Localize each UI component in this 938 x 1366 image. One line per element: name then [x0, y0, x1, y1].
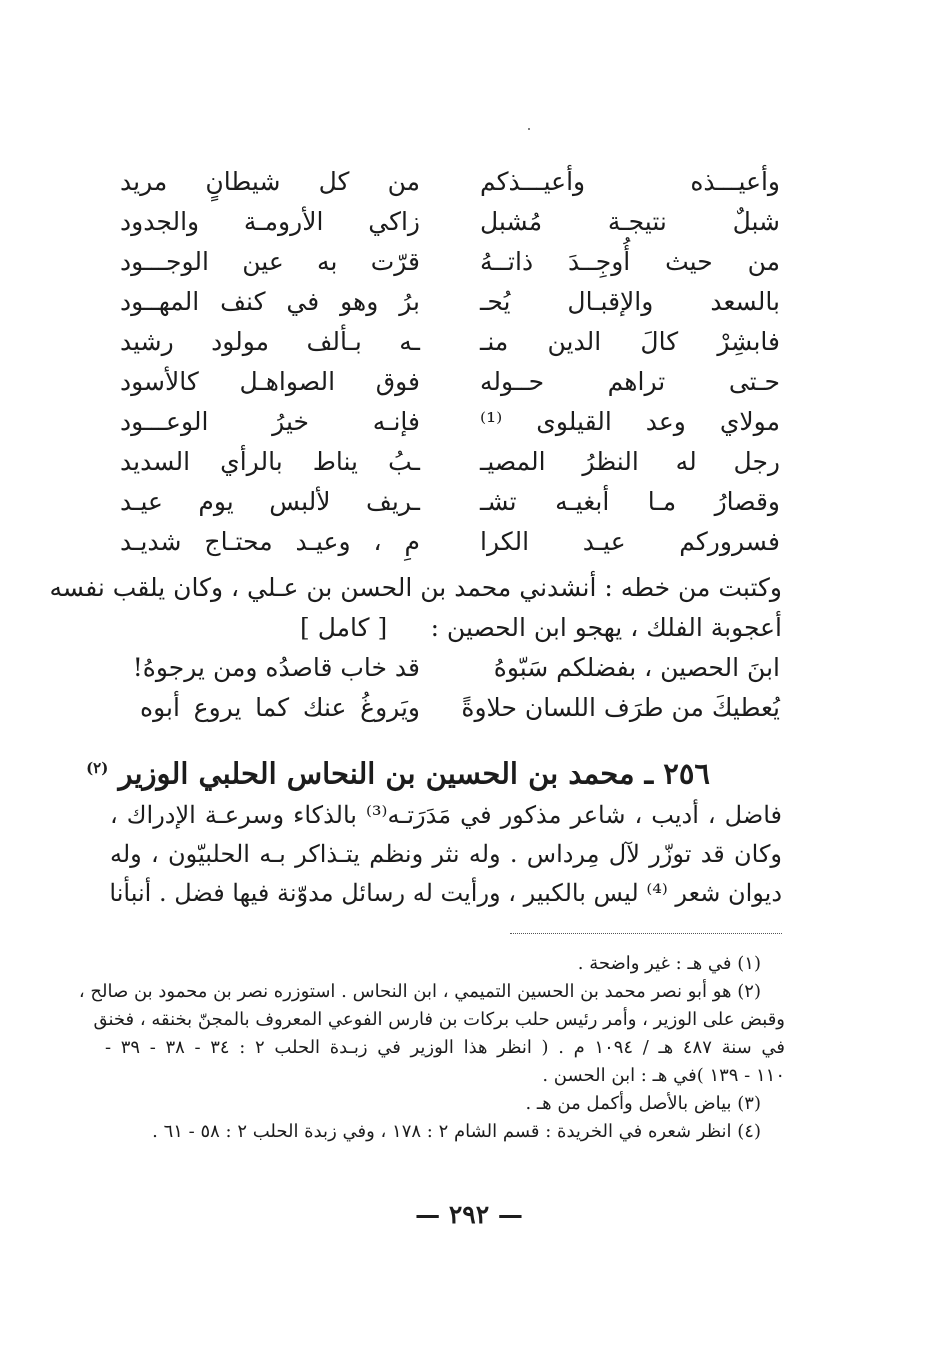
verse-second-half: قرّت به عين الوجـــود [120, 247, 420, 276]
verse-second-half: مِ ، وعيـد محتـاج شديـد [120, 527, 420, 556]
verse-line [120, 162, 780, 202]
body-line: وكان قد توزّر لآل مِرداس . وله نثر ونظم يتـذاكر بـه الحلبيّون ، وله [110, 840, 782, 868]
prose-intro-line: وكتبت من خطه : أنشدني محمد بن الحسن بن عـلي ، وكان يلقب نفسه [49, 573, 782, 602]
verse-second-half: من كل شيطانٍ مريد [120, 167, 420, 196]
verse-line [140, 688, 780, 728]
verse-second-half: ويَروغُ عنك كما يروع أبوه [140, 693, 420, 722]
footnote-line: ١١٠ - ١٣٩ )في هـ : ابن الحسن . [542, 1065, 785, 1086]
verse-second-half: برُ وهو في كنف المهــود [120, 287, 420, 316]
verse-first-half: شبلٌ نتيجـة مُشبل [480, 207, 780, 236]
body-line: ديوان شعر ⁽⁴⁾ ليس بالكبير ، ورأيت له رسائل مدوّنة فيها فضل . أنبأنا [109, 879, 782, 907]
verse-first-half: رجل له النظرُ المصيـ [480, 447, 780, 476]
prose-intro-continuation: أعجوبة الفلك ، يهجو ابن الحصين : [430, 613, 782, 642]
verse-line [120, 522, 780, 562]
verse-second-half: فإنـه خيرُ الوعـــود [120, 407, 420, 436]
verse-first-half: فابشِرْ كالَ الدين منـ [480, 327, 780, 356]
entry-body [110, 796, 782, 913]
verse-line [120, 442, 780, 482]
footnotes [78, 950, 785, 1146]
meter-label: [ كامل ] [300, 613, 388, 642]
verse-second-half: زاكي الأرومـة والجدود [120, 207, 420, 236]
verse-line [120, 322, 780, 362]
page-number: — ٢٩٢ — [415, 1200, 523, 1229]
footnote-line: وقبض على الوزير ، وأمر رئيس حلب بركات بن فارس الفوعي المعروف بالمجنّ بخنقه ، فخنق [93, 1009, 785, 1030]
verse-first-half: مولاي وعد القيلوى ⁽¹⁾ [480, 407, 780, 436]
verse-first-half: يُعطيكَ من طرَف اللسان حلاوةً [461, 693, 780, 722]
footnote-line: في سنة ٤٨٧ هـ / ١٠٩٤ م . ( انظر هذا الوزير في زبـدة الحلب ٢ : ٣٤ - ٣٨ - ٣٩ - [105, 1037, 785, 1058]
footnote-line: (٣) بياض بالأصل وأكمل من هـ . [525, 1093, 761, 1114]
footnote-divider [510, 933, 782, 934]
verse-second-half: فوق الصواهـل كالأسود [120, 367, 420, 396]
verse-first-half: وأعيـــذه وأعيـــذكم [480, 167, 780, 196]
verse-first-half: وقصارُ مـا أبغيـه تشـ [480, 487, 780, 516]
verse-line [120, 362, 780, 402]
verse-first-half: فسروركم عيـد الكرا [480, 527, 780, 556]
verse-first-half: حـتى تراهم حــوله [480, 367, 780, 396]
verse-second-half: ـه بـألف مولود رشيد [120, 327, 420, 356]
body-line: فاضل ، أديب ، شاعر مذكور في مَدَرَتـه⁽³⁾ بالذكاء وسرعـة الإدراك ، [110, 801, 783, 829]
footnote-line: (٢) هو أبو نصر محمد بن الحسين التميمي ، ابن النحاس . استوزره نصر بن محمود بن صالح ، [78, 981, 761, 1002]
entry-heading-note: (٢) [86, 759, 109, 777]
verse-line [120, 242, 780, 282]
footnote-line: (١) في هـ : غير واضحة . [577, 953, 761, 974]
verse-first-half: بالسعد والإقبـال يُحـ [480, 287, 780, 316]
verse-line [120, 402, 780, 442]
verse-first-half: من حيث أُوجِــدَ ذاتــهُ [480, 247, 780, 276]
verse-line [120, 202, 780, 242]
verse-line [132, 648, 780, 688]
verse-second-half: قد خاب قاصدُه ومن يرجوهُ! [132, 653, 420, 682]
page-speck [528, 128, 530, 130]
footnote-line: (٤) انظر شعره في الخريدة : قسم الشام ٢ : ١٧٨ ، وفي زبدة الحلب ٢ : ٥٨ - ٦١ . [152, 1121, 761, 1142]
verse-line [120, 482, 780, 522]
verse-first-half: ابنَ الحصين ، بفضلكم سَبّوهُ [493, 653, 780, 682]
satire-verses [132, 648, 780, 728]
verse-second-half: ـبُ يناط بالرأي السديد [120, 447, 420, 476]
verse-line [120, 282, 780, 322]
verse-second-half: ـريف لألبس يوم عيـد [120, 487, 420, 516]
entry-heading-text: ٢٥٦ ـ محمد بن الحسين بن النحاس الحلبي الوزير [118, 756, 710, 791]
poem-verses [120, 162, 780, 562]
prose-intro-meter-line [110, 608, 782, 648]
entry-heading [86, 744, 710, 798]
